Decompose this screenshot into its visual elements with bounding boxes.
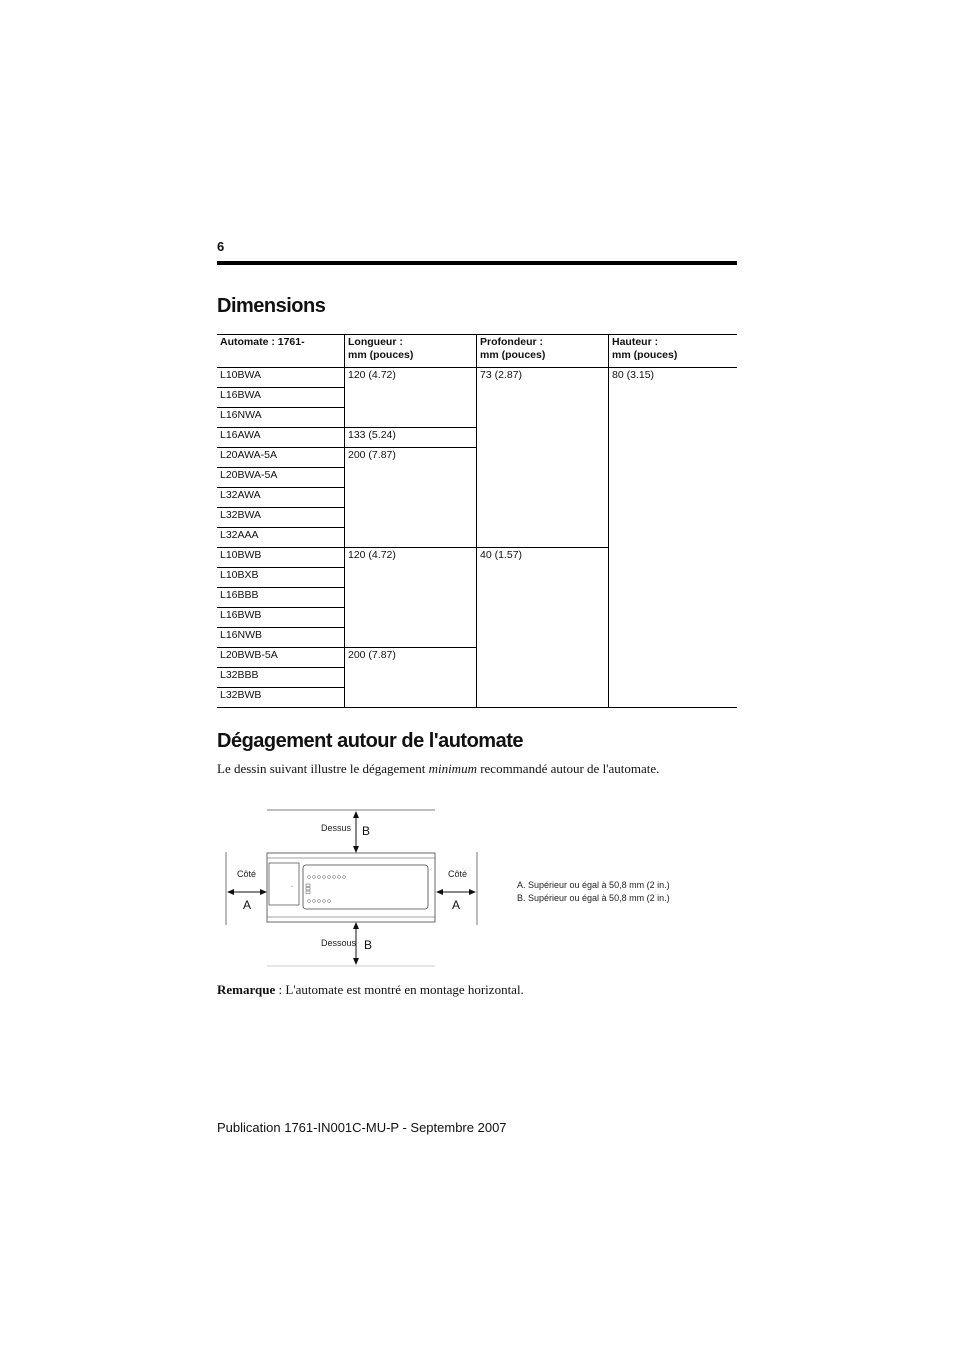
label-side-right: Côté — [448, 869, 468, 879]
note-paragraph — [217, 982, 524, 998]
header-length: Longueur : mm (pouces) — [345, 335, 477, 368]
letter-a-right: A — [452, 898, 461, 912]
header-depth: Profondeur : mm (pouces) — [477, 335, 609, 368]
model-cell: L32AAA — [217, 528, 345, 548]
header-rule — [217, 261, 737, 265]
controller-drawing — [267, 853, 435, 922]
intro-paragraph: Le dessin suivant illustre le dégagement minimum recommandé autour de l'automate. — [217, 761, 660, 776]
letter-b-top: B — [362, 824, 371, 838]
legend-b: B. Supérieur ou égal à 50,8 mm (2 in.) — [517, 893, 670, 903]
model-cell: L32BBB — [217, 668, 345, 688]
model-cell: L16BWB — [217, 608, 345, 628]
model-cell: L20BWA-5A — [217, 468, 345, 488]
model-cell: L10BWA — [217, 368, 345, 388]
depth-cell: 40 (1.57) — [477, 548, 609, 708]
svg-text:▫: ▫ — [291, 884, 293, 890]
model-cell: L32BWB — [217, 688, 345, 708]
length-cell: 200 (7.87) — [345, 648, 477, 708]
model-cell: L20AWA-5A — [217, 448, 345, 468]
length-cell: 120 (4.72) — [345, 548, 477, 648]
length-cell: 120 (4.72) — [345, 368, 477, 428]
model-cell: L10BWB — [217, 548, 345, 568]
header-model: Automate : 1761- — [217, 335, 345, 368]
model-cell: L32AWA — [217, 488, 345, 508]
letter-b-bottom: B — [364, 938, 373, 952]
dimensions-table — [217, 334, 737, 708]
model-cell: L16BBB — [217, 588, 345, 608]
note-label: Remarque — [217, 982, 276, 997]
length-cell: 133 (5.24) — [345, 428, 477, 448]
note-text: : L'automate est montré en montage horizontal. — [275, 982, 524, 997]
model-cell: L16NWB — [217, 628, 345, 648]
label-bottom: Dessous — [321, 938, 357, 948]
legend-a: A. Supérieur ou égal à 50,8 mm (2 in.) — [517, 880, 670, 890]
model-cell: L16BWA — [217, 388, 345, 408]
model-cell: L16NWA — [217, 408, 345, 428]
height-cell: 80 (3.15) — [609, 368, 738, 708]
header-height: Hauteur : mm (pouces) — [609, 335, 738, 368]
model-cell: L16AWA — [217, 428, 345, 448]
model-cell: L10BXB — [217, 568, 345, 588]
clearance-figure — [217, 800, 737, 975]
depth-cell: 73 (2.87) — [477, 368, 609, 548]
section-title-clearance: Dégagement autour de l'automate — [217, 730, 523, 752]
label-side-left: Côté — [237, 869, 257, 879]
model-cell: L32BWA — [217, 508, 345, 528]
footer-publication: Publication 1761-IN001C-MU-P - Septembre 2007 — [217, 1120, 507, 1135]
length-cell: 200 (7.87) — [345, 448, 477, 548]
label-top: Dessus — [321, 823, 352, 833]
letter-a-left: A — [243, 898, 252, 912]
model-cell: L20BWB-5A — [217, 648, 345, 668]
section-title-dimensions: Dimensions — [217, 295, 326, 317]
table-header-row — [217, 335, 737, 368]
page-number: 6 — [217, 239, 225, 254]
table-row — [217, 368, 737, 388]
